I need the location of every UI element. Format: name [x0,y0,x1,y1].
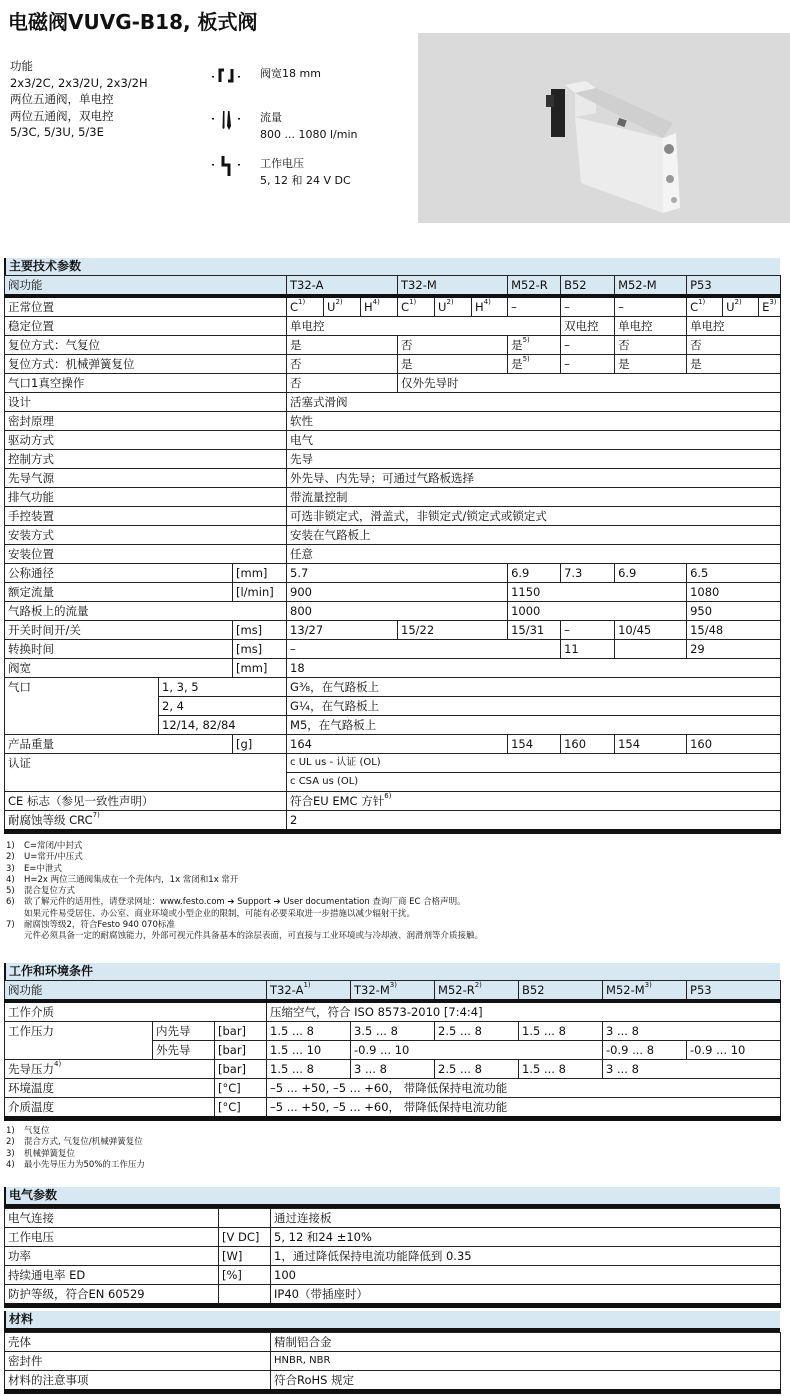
cell: G¼，在气路板上 [287,697,781,716]
col-header: M52-M [615,276,687,297]
cell: 2.5 ... 8 [435,1022,519,1041]
cell: 5.7 [287,564,508,583]
feature-label: 工作电压 [260,157,304,170]
header-label: 阀功能 [5,981,267,1002]
col-header: T32-M [398,276,508,297]
col-header: $M52-M^{3)}$ [603,981,687,1002]
row-label: 电气连接 [5,1209,219,1228]
table-row [5,1371,781,1392]
function-line: 5/3C, 5/3U, 5/3E [10,125,104,139]
table-row [5,1079,781,1098]
row-label: 工作介质 [5,1001,267,1022]
cell: HNBR, NBR [271,1352,781,1371]
table-row [5,1228,781,1247]
unit: [°C] [215,1098,267,1119]
footnotes-main [4,841,483,943]
table-row [5,583,781,602]
flow-icon [212,110,242,132]
material-section [4,1311,780,1394]
section-heading: 电气参数 [4,1187,780,1208]
table-row [5,792,781,811]
row-label: 密封原理 [5,412,287,431]
feature-value: 800 ... 1080 l/min [260,128,358,141]
table-row [5,659,781,678]
table-row [5,296,781,317]
table-row [5,469,781,488]
col-header: B52 [561,276,615,297]
cell: $E^{3)}$ [759,296,781,317]
function-list [10,58,148,141]
row-label: 壳体 [5,1333,271,1352]
row-label: 密封件 [5,1352,271,1371]
cell: $U^{2)}$ [723,296,759,317]
table-row [5,1209,781,1228]
cell: $H^{4)}$ [472,296,508,317]
cell: 单电控 [615,317,687,336]
unit: [V DC] [219,1228,271,1247]
row-label: 产品重量 [5,735,233,754]
table-row [5,450,781,469]
cell: $C^{1)}$ [287,296,324,317]
row-label: 转换时间 [5,640,233,659]
cell: 是 [287,336,398,355]
page-title: 电磁阀VUVG-B18, 板式阀 [8,10,258,34]
table-row [5,754,781,773]
row-label: 先导气源 [5,469,287,488]
row-label: 开关时间开/关 [5,621,233,640]
footnotes-env [4,1126,145,1171]
sub-label: 外先导 [153,1041,215,1060]
cell: 1，通过降低保持电流功能降低到 0.35 [271,1247,781,1266]
table-header-row [5,981,781,1002]
row-label: 气路板上的流量 [5,602,287,621]
function-line: 两位五通阀，单电控 [10,92,114,106]
cell: 3.5 ... 8 [351,1022,435,1041]
cell: 950 [687,602,781,621]
cell: 3 ... 8 [603,1060,781,1079]
row-label: 工作电压 [5,1228,219,1247]
table-row [5,374,781,393]
main-params-section [4,258,780,834]
unit: [ms] [233,640,287,659]
cell: 1.5 ... 8 [267,1022,351,1041]
cell: 符合RoHS 规定 [271,1371,781,1392]
cell: 2 [287,811,781,832]
row-label: 阀宽 [5,659,233,678]
col-header: P53 [687,981,781,1002]
cell: 3 ... 8 [351,1060,435,1079]
cell: $U^{2)}$ [435,296,472,317]
cell: 160 [561,735,615,754]
cell: 154 [508,735,561,754]
cell: 外先导、内先导；可通过气路板选择 [287,469,781,488]
table-row [5,1247,781,1266]
table-row [5,412,781,431]
row-label: 工作压力 [5,1022,153,1060]
table-row [5,640,781,659]
row-label: 介质温度 [5,1098,215,1119]
cell: – [615,296,687,317]
cell: $U^{2)}$ [324,296,361,317]
row-label: 安装位置 [5,545,287,564]
table-row [5,735,781,754]
unit [219,1285,271,1306]
cell: 154 [615,735,687,754]
voltage-icon [212,156,242,178]
table-row [5,678,781,697]
row-label: 先导压力$^{4)}$ [5,1060,215,1079]
cell: 是 [687,355,781,374]
cell: 否 [615,336,687,355]
footnote: 2) 混合方式, 气复位/机械弹簧复位 [6,1137,143,1148]
table-row [5,1022,781,1041]
table-row [5,1060,781,1079]
cell: 10/45 [615,621,687,640]
cell: $C^{1)}$ [687,296,723,317]
cell: $C^{1)}$ [398,296,435,317]
feature-value: 5, 12 和 24 V DC [260,174,351,187]
row-label: 额定流量 [5,583,233,602]
table-row [5,1001,781,1022]
env-section [4,963,780,1121]
cell: – [508,296,561,317]
footnote: 3) 机械弹簧复位 [6,1148,76,1159]
cell: -0.9 ... 10 [351,1041,603,1060]
cell: 160 [687,735,781,754]
cell: 符合EU EMC 方针$^{6)}$ [287,792,781,811]
cell: 1.5 ... 8 [267,1060,351,1079]
cell: G⅜，在气路板上 [287,678,781,697]
cell: 164 [287,735,508,754]
table-row [5,488,781,507]
header-label: 阀功能 [5,276,287,297]
row-label: 驱动方式 [5,431,287,450]
sub-label: 内先导 [153,1022,215,1041]
footnote: 4) H=2x 两位三通阀集成在一个壳体内，1x 常闭和1x 常开 [6,874,239,885]
cell: 15/48 [687,621,781,640]
cell: 18 [287,659,781,678]
unit: [bar] [215,1041,267,1060]
table-row [5,1285,781,1306]
row-label: 复位方式：机械弹簧复位 [5,355,287,374]
cell: –5 ... +50, –5 ... +60， 带降低保持电流功能 [267,1098,781,1119]
row-label: 气口 [5,678,159,735]
footnote: 1) C=常闭/中封式 [6,841,83,851]
row-label: 稳定位置 [5,317,287,336]
unit: [mm] [233,659,287,678]
cell: 15/31 [508,621,561,640]
unit: [mm] [233,564,287,583]
row-label: 认证 [5,754,287,792]
cell: 1150 [508,583,687,602]
section-heading: 主要技术参数 [4,258,780,275]
cell: 6.5 [687,564,781,583]
elec-section [4,1187,780,1308]
table-row [5,1333,781,1352]
cell: – [561,336,615,355]
row-label: 复位方式：气复位 [5,336,287,355]
feature-label: 阀宽18 mm [260,67,321,80]
function-line: 两位五通阀，双电控 [10,108,114,123]
row-label: 功率 [5,1247,219,1266]
cell: 是$^{5)}$ [508,355,561,374]
footnote: 2) U=常开/中压式 [6,852,83,863]
row-label: 防护等级，符合EN 60529 [5,1285,219,1306]
table-row [5,545,781,564]
unit: [W] [219,1247,271,1266]
cell: 双电控 [561,317,615,336]
feature-label: 流量 [260,111,282,124]
footnote: 5) 混合复位方式 [6,886,76,897]
row-label: 公称通径 [5,564,233,583]
table-row [5,621,781,640]
row-label: 控制方式 [5,450,287,469]
cell: 7.3 [561,564,615,583]
cell: 否 [287,355,398,374]
cell: – [561,355,615,374]
cell: 800 [287,602,508,621]
cell: 6.9 [615,564,687,583]
col-header: M52-R [508,276,561,297]
cell: 电气 [287,431,781,450]
row-label: 安装方式 [5,526,287,545]
cell: 精制铝合金 [271,1333,781,1352]
footnote: 6) 欲了解元件的适用性，请登录网址：www.festo.com ➔ Support ➔ User documentation 查询厂商 EC 合格声明。 如果元件易受居住、办公室、商业环境或小型企业的限制，可能有必要采取进一步措施以减少辐射干扰。 [6,897,466,919]
cell: 1000 [508,602,687,621]
cell: 可选非锁定式，滑盖式，非锁定式/锁定式或锁定式 [287,507,781,526]
cell: 6.9 [508,564,561,583]
function-line: 2x3/2C, 2x3/2U, 2x3/2H [10,75,148,90]
cell: 是$^{5)}$ [508,336,561,355]
cell: 是 [398,355,508,374]
cell: 2.5 ... 8 [435,1060,519,1079]
cell: 仅外先导时 [398,374,781,393]
col-header: $T32-M^{3)}$ [351,981,435,1002]
cell: 100 [271,1266,781,1285]
table-row [5,526,781,545]
row-label: 手控装置 [5,507,287,526]
table-row [5,1266,781,1285]
cell: 安装在气路板上 [287,526,781,545]
table-row [5,336,781,355]
cell: 5, 12 和24 ±10% [271,1228,781,1247]
main-params-table [4,275,781,834]
row-label: CE 标志（参见一致性声明） [5,792,287,811]
unit: [bar] [215,1060,267,1079]
row-label: 正常位置 [5,296,287,317]
table-row [5,1352,781,1371]
cell: 活塞式滑阀 [287,393,781,412]
cell [615,640,687,659]
product-image [418,33,790,223]
table-row [5,1098,781,1119]
unit: [%] [219,1266,271,1285]
footnote: 3) E=中泄式 [6,863,62,874]
unit: [°C] [215,1079,267,1098]
footnote: 7) 耐腐蚀等级2，符合Festo 940 070标准 元件必须具备一定的耐腐蚀能力，外部可视元件具备基本的涂层表面，可直接与工业环境或与冷却液、润滑剂等介质接触。 [6,920,484,942]
cell: IP40（带插座时） [271,1285,781,1306]
cell: -0.9 ... 10 [687,1041,781,1060]
cell: 单电控 [687,317,781,336]
port-label: 12/14, 82/84 [159,716,287,735]
section-heading: 材料 [4,1311,780,1332]
cell: c UL us - 认证 (OL) [287,754,781,773]
port-label: 2, 4 [159,697,287,716]
cell: 任意 [287,545,781,564]
cell: 通过连接板 [271,1209,781,1228]
col-header: T32-A [287,276,398,297]
table-row [5,431,781,450]
valve-product-illustration [418,33,790,223]
cell: -0.9 ... 8 [603,1041,687,1060]
table-row [5,811,781,832]
row-label: 耐腐蚀等级 CRC$^{7)}$ [5,811,287,832]
unit: [ms] [233,621,287,640]
unit: [bar] [215,1022,267,1041]
row-label: 设计 [5,393,287,412]
table-row [5,602,781,621]
unit [219,1209,271,1228]
cell: 是 [615,355,687,374]
cell: – [287,640,561,659]
cell: 1080 [687,583,781,602]
port-label: 1, 3, 5 [159,678,287,697]
cell: 否 [398,336,508,355]
table-row [5,564,781,583]
cell: 1.5 ... 8 [519,1060,603,1079]
cell: 压缩空气，符合 ISO 8573-2010 [7:4:4] [267,1001,781,1022]
cell: 15/22 [398,621,508,640]
env-table [4,980,781,1121]
cell: M5，在气路板上 [287,716,781,735]
cell: 带流量控制 [287,488,781,507]
section-heading: 工作和环境条件 [4,963,780,980]
row-label: 环境温度 [5,1079,215,1098]
table-row [5,317,781,336]
cell: –5 ... +50, –5 ... +60， 带降低保持电流功能 [267,1079,781,1098]
row-label: 排气功能 [5,488,287,507]
cell: 1.5 ... 10 [267,1041,351,1060]
col-header: B52 [519,981,603,1002]
valve-width-icon [212,66,242,88]
material-table [4,1332,781,1394]
cell: – [561,621,615,640]
table-row [5,393,781,412]
cell: – [561,296,615,317]
cell: c CSA us (OL) [287,773,781,792]
function-heading: 功能 [10,59,33,73]
row-label: 持续通电率 ED [5,1266,219,1285]
footnote: 4) 最小先导压力为50%的工作压力 [6,1159,145,1170]
row-label: 气口1真空操作 [5,374,287,393]
cell: 否 [687,336,781,355]
col-header: $M52-R^{2)}$ [435,981,519,1002]
cell: 13/27 [287,621,398,640]
elec-table [4,1208,781,1308]
col-header: P53 [687,276,781,297]
cell: 单电控 [287,317,561,336]
cell: 软性 [287,412,781,431]
table-header-row [5,276,781,297]
unit: [l/min] [233,583,287,602]
cell: 11 [561,640,615,659]
cell: 先导 [287,450,781,469]
table-row [5,355,781,374]
unit: [g] [233,735,287,754]
cell: 3 ... 8 [603,1022,781,1041]
row-label: 材料的注意事项 [5,1371,271,1392]
cell: 1.5 ... 8 [519,1022,603,1041]
cell: 900 [287,583,508,602]
cell: 29 [687,640,781,659]
cell: 否 [287,374,398,393]
col-header: $T32-A^{1)}$ [267,981,351,1002]
table-row [5,507,781,526]
cell: $H^{4)}$ [361,296,398,317]
footnote: 1) 气复位 [6,1126,50,1136]
